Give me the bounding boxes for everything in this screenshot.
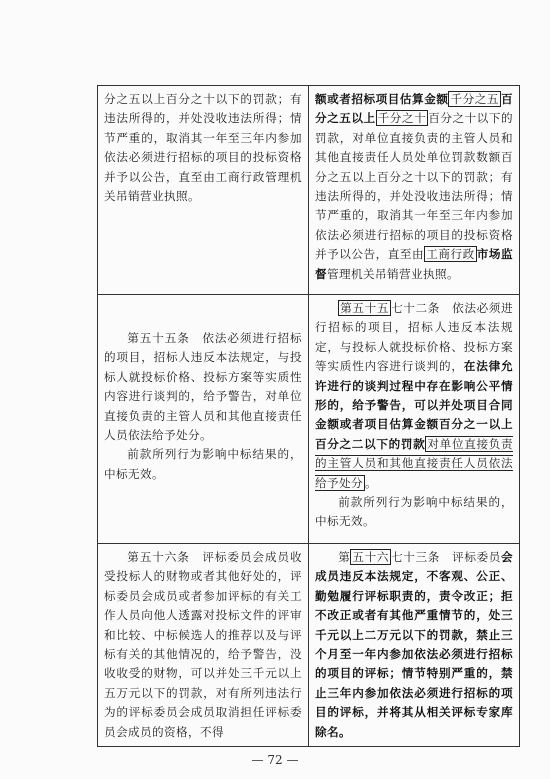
revised-text-cell [309, 544, 520, 747]
deleted-text-box: 五十六 [352, 550, 390, 564]
deleted-text-box: 千分之五 [450, 92, 499, 106]
revised-text-cell [309, 86, 520, 295]
revised-text: 七十三条 评标委员 [391, 550, 501, 564]
deleted-text-box: 对单位直接负责的主管人员和其他直接责任人员依法给予处分 [315, 436, 513, 490]
original-paragraph: 分之五以上百分之十以下的罚款；有违法所得的，并处没收违法所得；情节严重的，取消其一年至三年内参加依法必须进行招标的项目的投标资格并予以公告，直至由工商行政管理机关吊销营业执照。 [104, 92, 302, 204]
revised-text: 百分之十以下的罚款，对单位直接负责的主管人员和其他直接责任人员处单位罚款数额百分之五以上百分之十以下的罚款；有违法所得的，并处没收违法所得；情节严重的，取消其一年至三年内参加依法必须进行招标的项目的投标资格并予以公告，直至由 [315, 111, 513, 262]
revised-text-cell [309, 295, 520, 544]
table-row [98, 86, 520, 295]
revised-text: 七十二条 依法必须进行招标的项目，招标人违反本法规定，与投标人就投标价格、投标方案等实质性内容进行谈判的， [315, 301, 513, 374]
revised-paragraph [315, 90, 513, 284]
inserted-text: 市场监督 [315, 247, 513, 281]
original-text-cell [98, 295, 309, 544]
table-row [98, 295, 520, 544]
inserted-text: 会成员违反本法规定，不客观、公正、勤勉履行评标职责的，责令改正；拒不改正或者有其他严重情节的，处三千元以上二万元以下的罚款，禁止三个月至一年内参加依法必须进行招标的项目的评标；情节特别严重的，禁止三年内参加依法必须进行招标的项目的评标，并将其从相关评标专家库除名。 [315, 550, 513, 739]
comparison-table [97, 85, 520, 747]
page-number: — 72 — [251, 753, 299, 767]
revised-text: 管理机关吊销营业执照。 [327, 266, 459, 281]
deleted-text-box: 第五十五 [340, 301, 390, 315]
original-paragraph: 前款所列行为影响中标结果的，中标无效。 [104, 447, 302, 481]
revised-paragraph: 前款所列行为影响中标结果的，中标无效。 [315, 495, 513, 529]
revised-paragraph [315, 299, 513, 493]
original-paragraph: 第五十五条 依法必须进行招标的项目，招标人违反本法规定，与投标人就投标价格、投标方案等实质性内容进行谈判的，给予警告，对单位直接负责的主管人员和其他直接责任人员依法给予处分。 [104, 331, 302, 443]
deleted-text-box: 工商行政 [426, 247, 475, 262]
inserted-text: 额或者招标项目估算金额 [315, 92, 449, 106]
original-paragraph: 第五十六条 评标委员会成员收受投标人的财物或者其他好处的，评标委员会成员或者参加评标的有关工作人员向他人透露对投标文件的评审和比较、中标候选人的推荐以及与评标有关的其他情况的，给予警告，没收收受的财物，可以并处三千元以上五万元以下的罚款，对有所列违法行为的评标委员会成员取消担任评标委员会成员的资格，不得 [104, 550, 302, 739]
inserted-text: 在法律允许进行的谈判过程中存在影响公平情形的，给予警告，可以并处项目合同金额或者项目估算金额百分之一以上百分之二以下的罚款 [315, 359, 513, 451]
table-row [98, 544, 520, 747]
deleted-text-box: 千分之十 [377, 111, 427, 126]
inserted-text: 百分之五以上 [315, 92, 513, 126]
original-text-cell [98, 86, 309, 295]
revised-text: 。 [364, 475, 377, 490]
revised-paragraph: 第 五十六 七十三条 评标委员会成员违反本法规定，不客观、公正、勤勉履行评标职责的，责令改正；拒不改正或者有其他严重情节的，处三千元以上二万元以下的罚款，禁止三个月至一年内参加依法必须进行招标的项目的评标；情节特别严重的，禁止三年内参加依法必须进行招标的项目的评标，并将其从相关评标专家库除名。 [315, 550, 513, 739]
original-text-cell [98, 544, 309, 747]
